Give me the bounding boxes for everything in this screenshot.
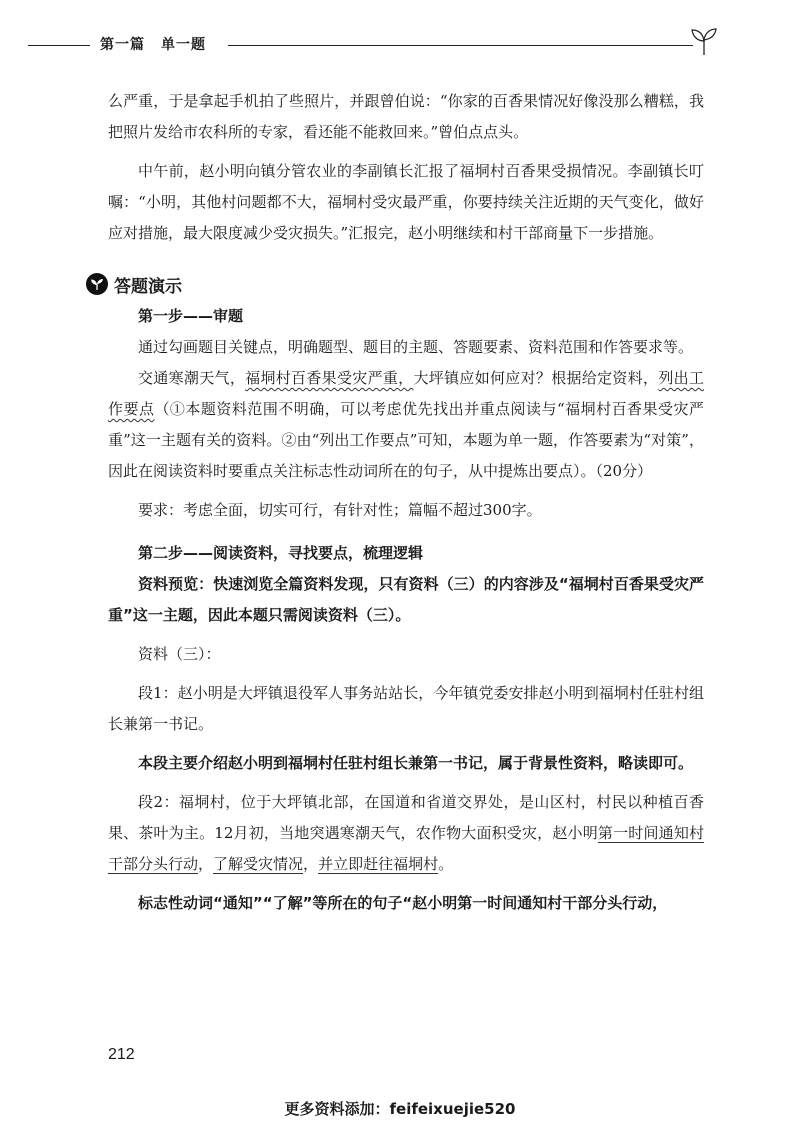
material-label: 资料（三）： <box>138 645 221 663</box>
question-keypoint-task: 列出工作要点 <box>108 369 704 418</box>
header-title <box>100 34 206 54</box>
paragraph-segment-2 <box>108 787 704 880</box>
header-topic: 单一题 <box>161 37 206 53</box>
sprout-icon <box>690 26 718 56</box>
segment-2-action-go: 并立即赶往福垌村 <box>318 855 439 873</box>
section-heading <box>86 267 704 301</box>
step2-title: 第二步——阅读资料，寻找要点，梳理逻辑 <box>138 544 424 562</box>
segment-2-sep-1: ， <box>198 855 214 873</box>
step1-title: 第一步——审题 <box>138 307 244 325</box>
header-rule-right <box>228 45 693 46</box>
paragraph-segment-1-note: 本段主要介绍赵小明到福垌村任驻村组长兼第一书记，属于背景性资料，略读即可。 <box>138 754 694 772</box>
segment-2-action-notify: 第一时间通知村干部分头行动 <box>108 824 704 873</box>
question-note: （①本题资料范围不明确，可以考虑优先找出并重点阅读与“福垌村百香果受灾严重”这一主题有关的资料。②由“列出工作要点”可知，本题为单一题，作答要素为“对策”，因此在阅读资料时要重点关注标志性动词所在的句子，从中提炼出要点）。（20分） <box>108 400 704 480</box>
footer-contact: 更多资料添加：feifeixuejie520 <box>284 1100 516 1118</box>
page-body <box>108 86 704 919</box>
segment-2-part-a: 段2：福垌村，位于大坪镇北部，在国道和省道交界处，是山区村，村民以种植百香果、茶叶为主。12月初，当地突遇寒潮天气，农作物大面积受灾，赵小明 <box>108 793 704 842</box>
paragraph-report: 中午前，赵小明向镇分管农业的李副镇长汇报了福垌村百香果受损情况。李副镇长叮嘱：“小明，其他村问题都不大，福垌村受灾最严重，你要持续关注近期的天气变化，做好应对措施，最大限度减少受灾损失。”汇报完，赵小明继续和村干部商量下一步措施。 <box>108 162 704 242</box>
paragraph-step1-intro: 通过勾画题目关键点，明确题型、题目的主题、答题要素、资料范围和作答要求等。 <box>138 338 694 356</box>
question-part-a: 交通寒潮天气， <box>138 369 246 387</box>
question-keypoint-subject: 福垌村百香果受灾严重， <box>245 369 414 387</box>
paragraph-preview: 资料预览：快速浏览全篇资料发现，只有资料（三）的内容涉及“福垌村百香果受灾严重”这一主题，因此本题只需阅读资料（三）。 <box>108 575 704 624</box>
page-header <box>28 26 718 62</box>
segment-2-sep-2: ， <box>303 855 319 873</box>
paragraph-segment-2-note: 标志性动词“通知”“了解”等所在的句子“赵小明第一时间通知村干部分头行动， <box>138 894 668 912</box>
section-title: 答题演示 <box>114 276 182 297</box>
paragraph-segment-1: 段1：赵小明是大坪镇退役军人事务站站长，今年镇党委安排赵小明到福垌村任驻村组长兼第一书记。 <box>108 684 704 733</box>
page-number: 212 <box>108 1046 135 1063</box>
paragraph-question <box>108 363 704 487</box>
segment-2-action-understand: 了解受灾情况 <box>213 855 304 873</box>
segment-2-end: 。 <box>438 855 454 873</box>
sprout-badge-icon <box>86 273 108 295</box>
header-part: 第一篇 <box>100 37 145 53</box>
paragraph-requirements: 要求：考虑全面，切实可行，有针对性；篇幅不超过300字。 <box>138 501 542 519</box>
question-part-c: 大坪镇应如何应对？根据给定资料， <box>413 369 659 387</box>
paragraph-continuation: 么严重，于是拿起手机拍了些照片，并跟曾伯说：“你家的百香果情况好像没那么糟糕，我把照片发给市农科所的专家，看还能不能救回来。”曾伯点点头。 <box>108 92 704 141</box>
header-rule-left <box>28 45 90 46</box>
